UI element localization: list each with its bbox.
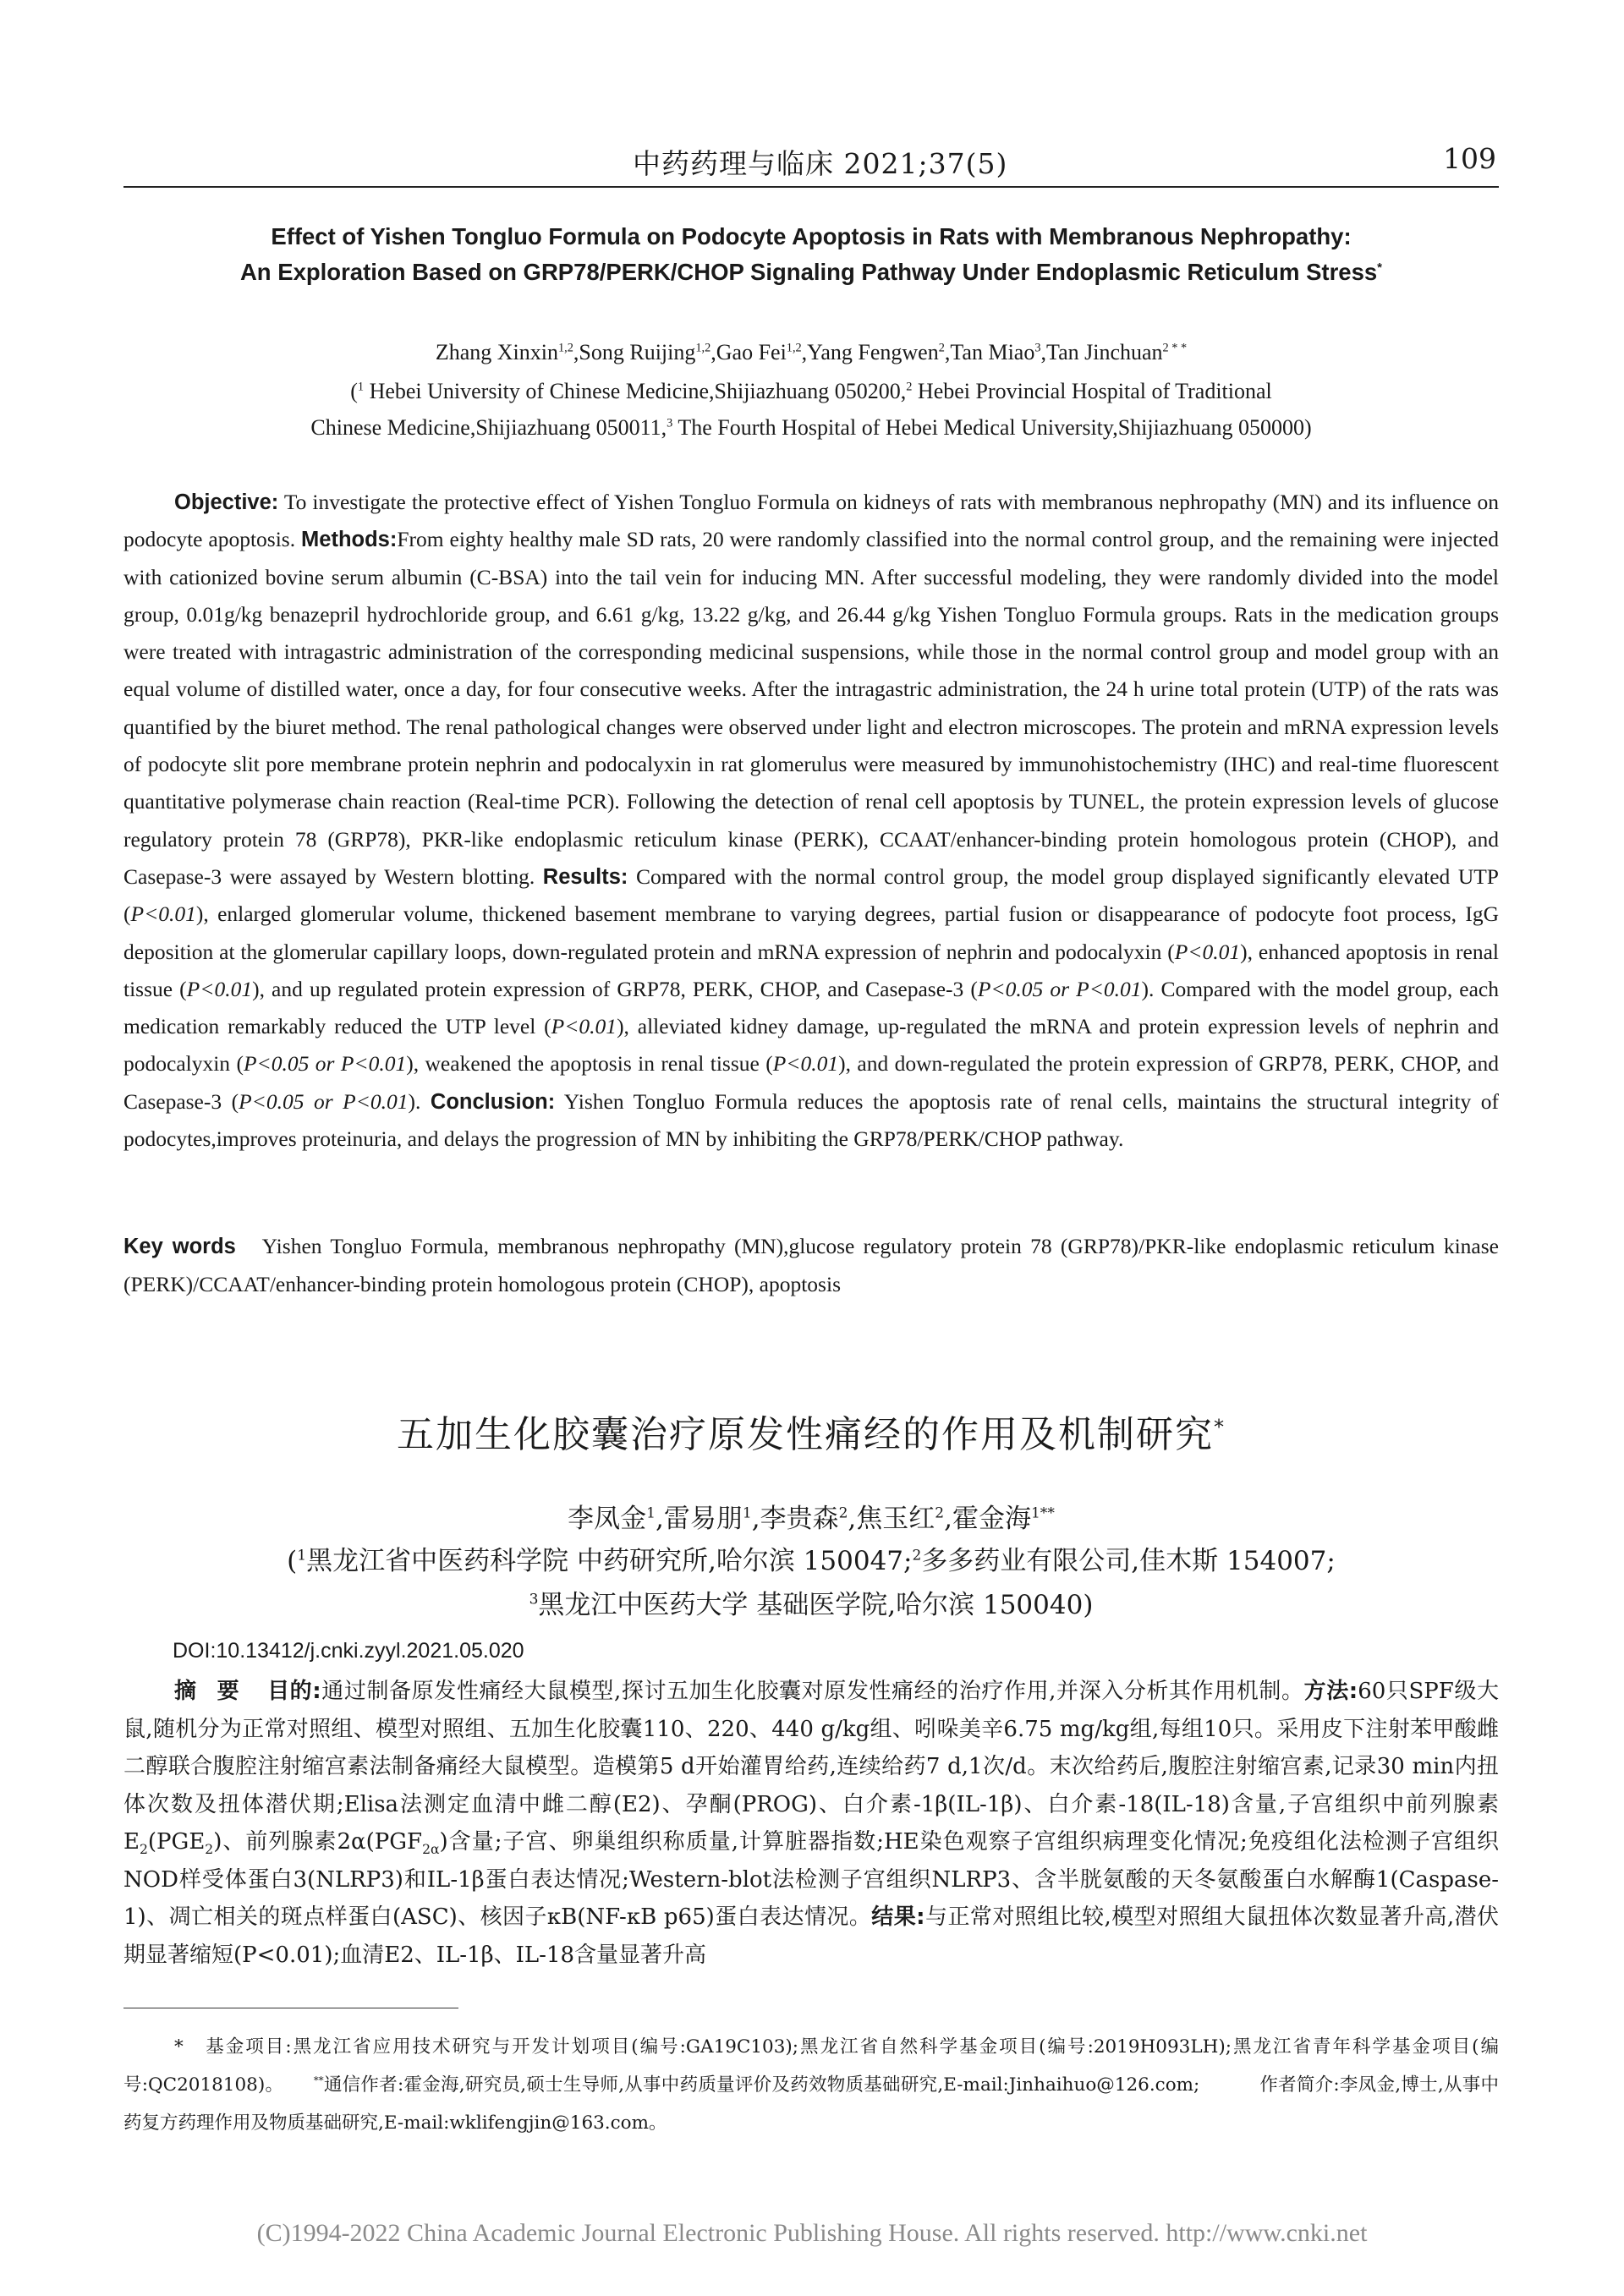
english-title-mark: * (1377, 260, 1383, 275)
subscript: 2 (139, 1842, 148, 1858)
english-abstract (123, 484, 1499, 1158)
chinese-authors: 李凤金$^1$,雷易朋$^1$,李贵森$^2$,焦玉红$^2$,霍金海$^{1**}$ (568, 1504, 1055, 1534)
chinese-title-mark: * (1213, 1415, 1226, 1439)
english-authors: Zhang Xinxin$^{1,2}$,Song Ruijing$^{1,2}$,Gao Fei$^{1,2}$,Yang Fengwen$^2$,Tan Miao$^3$,Tan Jinchuan$^{2 * *}$ (435, 340, 1188, 364)
author-sup: 2 (935, 1504, 945, 1522)
author-name: Yang Fengwen (807, 340, 939, 364)
abstract-label: 摘要 (174, 1679, 261, 1704)
objective-label: 目的: (267, 1679, 321, 1704)
author-sup: 3 (1034, 341, 1041, 355)
author-sup: 1,2 (558, 341, 573, 355)
aff-sup: 1 (297, 1547, 307, 1564)
keywords-label: Key words (123, 1235, 236, 1258)
author-name: Tan Jinchuan (1046, 340, 1163, 364)
conclusion-label: Conclusion: (430, 1089, 556, 1114)
methods-text: From eighty healthy male SD rats, 20 were randomly classified into the normal control group, and the remaining were injected with cationized bovine serum albumin (C-BSA) into the tail vein for inducing MN. After successful modeling, they were randomly divided into the model group, 0.01g/kg benazepril hydrochloride group, and 6.61 g/kg, 13.22 g/kg, and 26.44 g/kg Yishen Tongluo Formula groups. Rats in the medication groups were treated with intragastric administration of the corresponding medicinal suspensions, while those in the normal control group and model group with an equal volume of distilled water, once a day, for four consecutive weeks. After the intragastric administration, the 24 h urine total protein (UTP) of the rats was quantified by the biuret method. The renal pathological changes were observed under light and electron microscopes. The protein and mRNA expression levels of podocyte slit pore membrane protein nephrin and podocalyxin in rat glomerulus were measured by immunohistochemistry (IHC) and real-time fluorescent quantitative polymerase chain reaction (Real-time PCR). Following the detection of renal cell apoptosis by TUNEL, the protein expression levels of glucose regulatory protein 78 (GRP78), PKR-like endoplasmic reticulum kinase (PERK), CCAAT/enhancer-binding protein homologous protein (CHOP), and Casepase-3 were assayed by Western blotting. (123, 527, 1499, 889)
english-keywords (123, 1228, 1499, 1303)
subscript: 2α (422, 1842, 440, 1858)
objective-text: To investigate the protective effect of Yishen Tongluo Formula on kidneys of rats with membranous nephropathy (MN) and its influence on podocyte apoptosis. (123, 490, 1499, 552)
author-sup: 1** (1030, 1504, 1055, 1522)
author-name: Gao Fei (716, 340, 787, 364)
results-text: 与正常对照组比较,模型对照组大鼠扭体次数显著升高,潜伏期显著缩短(P<0.01);血清E2、IL-1β、IL-18含量显著升高 (123, 1904, 1499, 1968)
author-sup: 1,2 (695, 341, 711, 355)
aff2-part1: Hebei Provincial Hospital of Traditional (917, 379, 1272, 403)
fund-note: 基金项目:黑龙江省应用技术研究与开发计划项目(编号:GA19C103);黑龙江省自然科学基金项目(编号:2019H093LH);黑龙江省青年科学基金项目(编号:QC2018108)。 (123, 2036, 1499, 2096)
methods-label: Methods: (301, 528, 398, 552)
author-sup: 2 (838, 1504, 848, 1522)
p-value: P<0.01 (772, 1051, 839, 1077)
author-name: 李贵森 (760, 1504, 839, 1534)
author-name: Tan Miao (950, 340, 1035, 364)
aff1: Hebei University of Chinese Medicine,Shijiazhuang 050200, (369, 379, 907, 403)
author-sup: 1 (646, 1504, 656, 1522)
english-title-line2 (123, 259, 1499, 286)
author-sup: 1 (742, 1504, 752, 1522)
footnote-mark: * (174, 2036, 184, 2058)
english-title-line1: Effect of Yishen Tongluo Formula on Podocyte Apoptosis in Rats with Membranous Nephropathy: (271, 223, 1352, 249)
aff3: The Fourth Hospital of Hebei Medical University,Shijiazhuang 050000) (678, 415, 1312, 440)
p-value: P<0.05 or P<0.01 (977, 976, 1142, 1001)
aff-open: ( (287, 1546, 298, 1576)
chinese-affiliation-line2 (123, 1583, 1499, 1621)
results-label: Results: (542, 864, 628, 889)
author-sup: 2 * * (1162, 341, 1188, 355)
journal-header: 中药药理与临床 2021;37(5) (633, 147, 1008, 180)
p-value: P<0.01 (1174, 939, 1241, 964)
p-value: P<0.05 or P<0.01 (243, 1051, 407, 1077)
methods-text: (PGE (147, 1829, 206, 1855)
author-name: 霍金海 (952, 1504, 1031, 1534)
conclusion-text: Yishen Tongluo Formula reduces the apoptosis rate of renal cells, maintains the structural integrity of podocytes,improves proteinuria, and delays the progression of MN by inhibiting the GRP78/PERK/CHOP pathway. (123, 1088, 1499, 1152)
author-sup: 2 (938, 341, 945, 355)
methods-label: 方法: (1303, 1679, 1358, 1704)
author-name: 雷易朋 (663, 1504, 743, 1534)
results-text: ), weakened the apoptosis in renal tissue ( (406, 1051, 773, 1077)
english-title-line2-text: An Exploration Based on GRP78/PERK/CHOP Signaling Pathway Under Endoplasmic Reticulum Stress (239, 259, 1378, 285)
footnote-mark: ** (313, 2074, 324, 2086)
methods-text: 60只SPF级大鼠,随机分为正常对照组、模型对照组、五加生化胶囊110、220、440 g/kg组、吲哚美辛6.75 mg/kg组,每组10只。采用皮下注射苯甲酸雌二醇联合腹腔注射缩宫素法制备痛经大鼠模型。造模第5 d开始灌胃给药,连续给药7 d,1次/d。末次给药后,腹腔注射缩宫素,记录30 min内扭体次数及扭体潜伏期;Elisa法测定血清中雌二醇(E2)、孕酮(PROG)、白介素-1β(IL-1β)、白介素-18(IL-18)含量,子宫组织中前列腺素E (123, 1679, 1499, 1855)
objective-text: 通过制备原发性痛经大鼠模型,探讨五加生化胶囊对原发性痛经的治疗作用,并深入分析其作用机制。 (321, 1679, 1304, 1704)
results-text: ). (408, 1088, 421, 1114)
p-value: P<0.01 (551, 1014, 617, 1039)
chinese-affiliation-line1 (123, 1539, 1499, 1577)
author-sup: 1,2 (786, 341, 802, 355)
subscript: 2 (205, 1842, 214, 1858)
p-value: P<0.01 (186, 976, 253, 1001)
aff2-part2: Chinese Medicine,Shijiazhuang 050011, (310, 415, 667, 440)
author-intro-note: 作者简介:李凤金,博士,从事中药复方药理作用及物质基础研究,E-mail:wklifengjin@163.com。 (123, 2074, 1500, 2134)
chinese-title (123, 1404, 1499, 1458)
page-number: 109 (1443, 142, 1496, 175)
aff3: 黑龙江中医药大学 基础医学院,哈尔滨 150040) (538, 1590, 1094, 1620)
results-text: ), enhanced apoptosis in renal tissue ( (123, 939, 1499, 1001)
keywords-text: Yishen Tongluo Formula, membranous nephropathy (MN),glucose regulatory protein 78 (GRP78)/PKR-like endoplasmic reticulum kinase (PERK)/CCAAT/enhancer-binding protein homologous protein (CHOP), apoptosis (123, 1234, 1499, 1296)
author-name: 焦玉红 (856, 1504, 935, 1534)
header-rule (123, 186, 1499, 188)
p-value: P<0.05 or P<0.01 (239, 1088, 409, 1114)
english-affiliation-line2 (123, 415, 1499, 441)
aff2: 多多药业有限公司,佳木斯 154007; (921, 1546, 1336, 1576)
copyright-notice: (C)1994-2022 China Academic Journal Electronic Publishing House. All rights reserved. http://www.cnki.net (256, 2219, 1368, 2247)
results-text: ). Compared with the model group, each medication remarkably reduced the UTP level ( (123, 976, 1499, 1039)
results-text: ), alleviated kidney damage, up-regulated the mRNA and protein expression levels of nephrin and podocalyxin ( (123, 1014, 1499, 1077)
results-text: ), and down-regulated the protein expression of GRP78, PERK, CHOP, and Casepase-3 ( (123, 1051, 1499, 1114)
methods-text: )、前列腺素2α(PGF (213, 1829, 423, 1855)
objective-label: Objective: (174, 490, 279, 514)
corresponding-note: 通信作者:霍金海,研究员,硕士生导师,从事中药质量评价及药效物质基础研究,E-mail:Jinhaihuo@126.com; (323, 2074, 1200, 2096)
results-text: ), and up regulated protein expression of GRP78, PERK, CHOP, and Casepase-3 ( (252, 976, 978, 1001)
aff-sup: 2 (912, 1547, 922, 1564)
results-text: ), enlarged glomerular volume, thickened basement membrane to varying degrees, partial fusion or disappearance of podocyte foot process, IgG deposition at the glomerular capillary loops, down-regulated protein and mRNA expression of nephrin and podocalyxin ( (123, 901, 1499, 964)
chinese-title-text: 五加生化胶囊治疗原发性痛经的作用及机制研究 (396, 1413, 1214, 1456)
english-affiliation-line1 (123, 379, 1499, 404)
author-name: Song Ruijing (579, 340, 696, 364)
aff-sup: 3 (529, 1591, 539, 1608)
p-value: P<0.01 (130, 901, 196, 927)
aff-sup: 3 (667, 416, 673, 430)
author-name: Zhang Xinxin (435, 340, 559, 364)
aff-sup: 1 (357, 380, 365, 394)
footnotes (123, 2028, 1499, 2142)
aff1: 黑龙江省中医药科学院 中药研究所,哈尔滨 150047; (306, 1546, 913, 1576)
chinese-abstract (123, 1673, 1499, 1974)
doi: DOI:10.13412/j.cnki.zyyl.2021.05.020 (173, 1639, 524, 1663)
results-label: 结果: (871, 1904, 925, 1930)
author-name: 李凤金 (568, 1504, 647, 1534)
aff-sup: 2 (906, 380, 913, 394)
results-text: Compared with the normal control group, the model group displayed significantly elevated UTP ( (123, 863, 1499, 927)
aff-open: ( (350, 379, 358, 403)
methods-text: )含量;子宫、卵巢组织称质量,计算脏器指数;HE染色观察子宫组织病理变化情况;免疫组化法检测子宫组织NOD样受体蛋白3(NLRP3)和IL-1β蛋白表达情况;Western-blot法检测子宫组织NLRP3、含半胱氨酸的天冬氨酸蛋白水解酶1(Caspase-1)、凋亡相关的斑点样蛋白(ASC)、核因子κB(NF-κB p65)蛋白表达情况。 (123, 1829, 1499, 1930)
